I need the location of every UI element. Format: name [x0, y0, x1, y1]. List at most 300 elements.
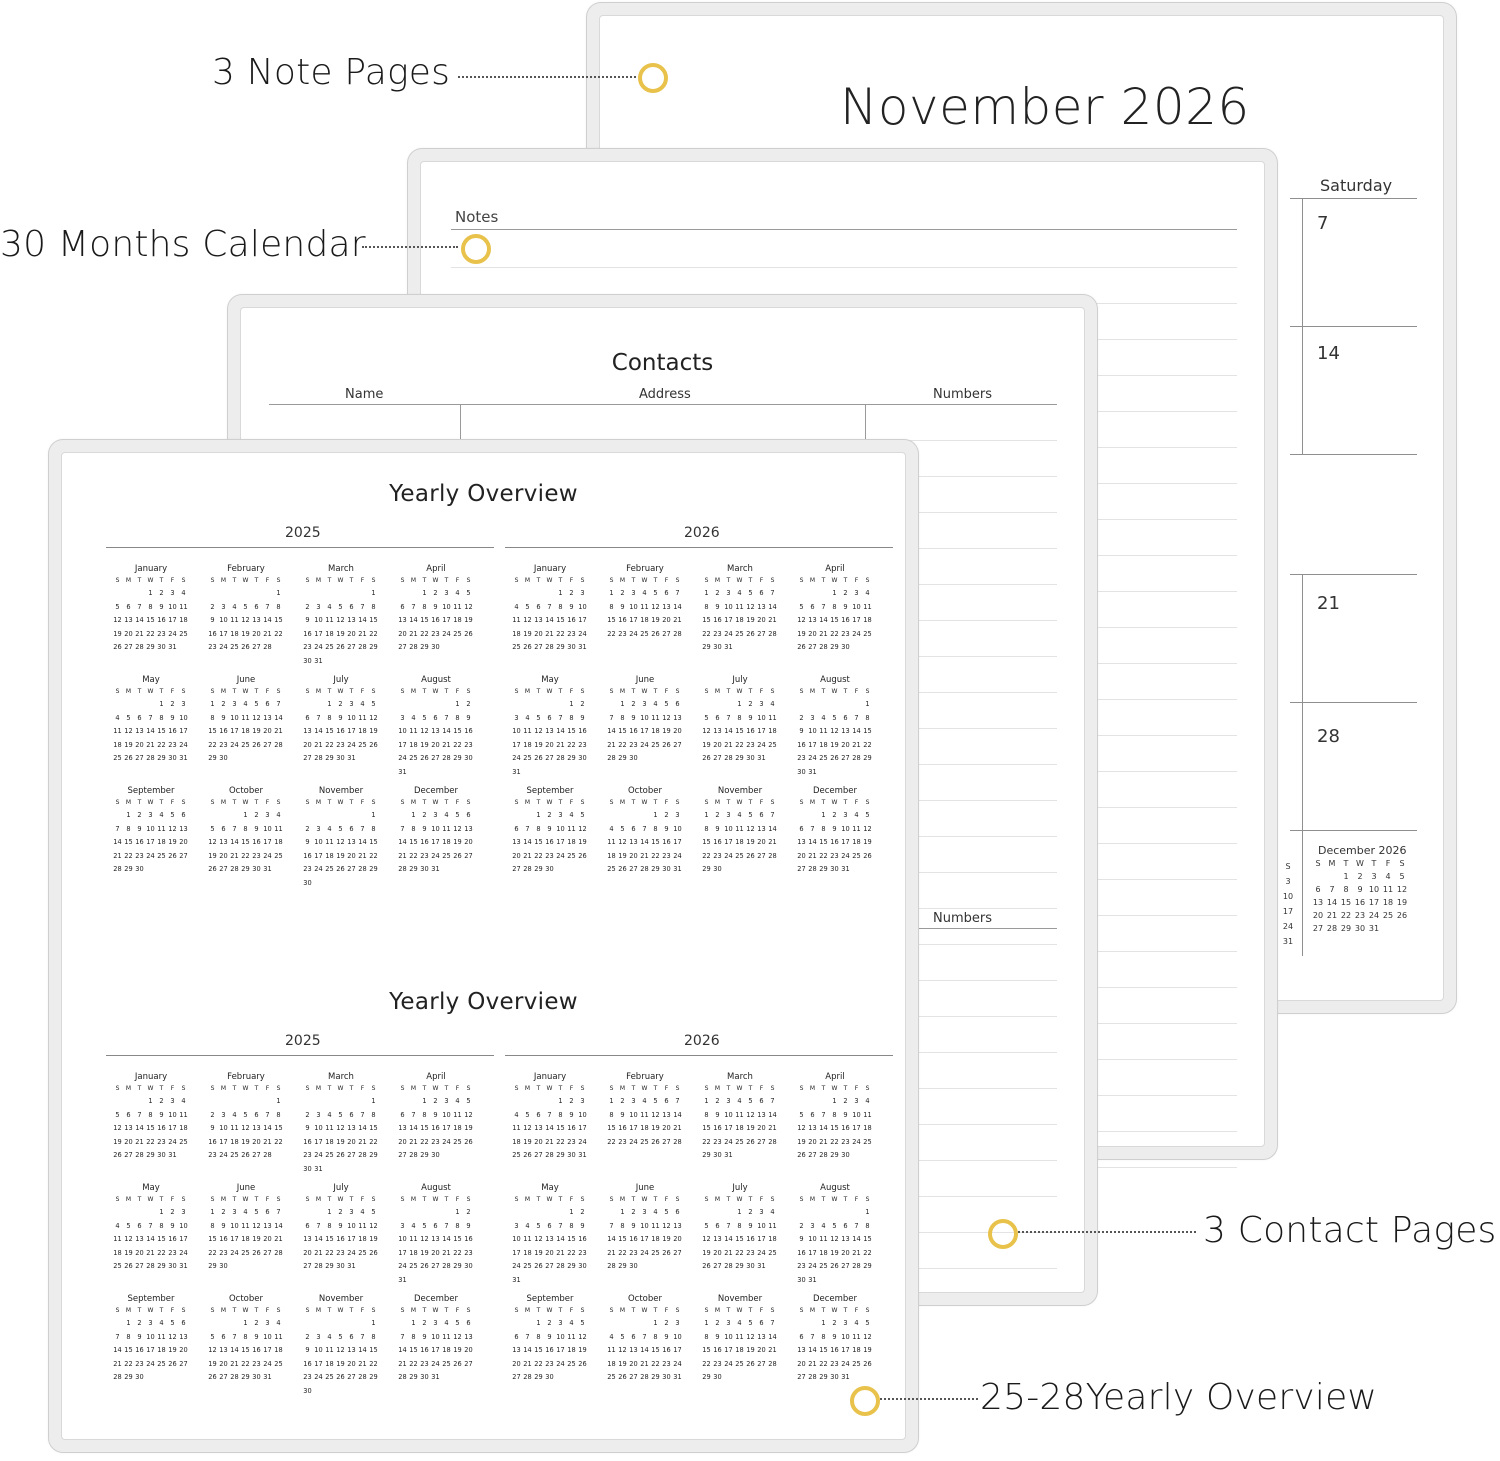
day-number: 31 [314, 1164, 323, 1173]
empty-day [851, 1206, 862, 1220]
day-number: 15 [702, 838, 711, 846]
month-name: February [626, 1072, 664, 1082]
weekday-header: F [854, 799, 859, 806]
weekday-header: M [315, 688, 322, 695]
month-day-grid [606, 686, 690, 766]
day-number: 27 [219, 1373, 228, 1381]
weekday-header: W [147, 1085, 154, 1092]
weekday-header: M [524, 688, 531, 695]
weekday-header: F [265, 799, 270, 806]
day-number: 22 [830, 1137, 839, 1146]
month-name: May [142, 1183, 160, 1193]
weekday-header: S [181, 1085, 186, 1092]
day-number: 21 [607, 740, 616, 749]
day-number: 31 [347, 754, 356, 762]
day-number: 12 [113, 1124, 122, 1132]
empty-day [511, 1317, 522, 1331]
day-number: 26 [578, 1359, 587, 1368]
day-number: 5 [210, 824, 215, 833]
day-number: 23 [135, 851, 144, 860]
weekday-header: W [432, 799, 439, 806]
empty-day [544, 587, 555, 601]
day-number: 25 [651, 1248, 660, 1257]
day-number: 22 [124, 1359, 133, 1368]
day-number: 24 [841, 1359, 850, 1368]
weekday-header: S [371, 1085, 376, 1092]
day-number: 17 [314, 851, 323, 860]
weekday-header: F [664, 577, 669, 584]
weekday-header: T [422, 577, 427, 584]
day-number: 25 [453, 629, 462, 638]
weekday-header: W [546, 577, 553, 584]
weekday-header: S [865, 1196, 870, 1203]
day-number: 2 [580, 1208, 585, 1216]
weekday-header: W [242, 1307, 249, 1314]
day-number: 14 [556, 727, 565, 735]
month-day-grid [207, 1194, 291, 1274]
day-number: 28 [263, 643, 272, 651]
day-number: 29 [157, 1262, 166, 1270]
day-number: 29 [409, 1373, 418, 1381]
day-number: 26 [863, 851, 872, 860]
day-number: 1 [327, 1208, 332, 1216]
day-number: 30 [168, 1262, 177, 1270]
month-day-grid [302, 575, 386, 668]
day-number: 29 [325, 754, 334, 762]
month-calendar [505, 674, 595, 779]
day-number: 5 [620, 824, 625, 833]
month-name: November [318, 1294, 364, 1304]
day-number: 7 [137, 1110, 142, 1119]
day-number: 9 [210, 1124, 215, 1132]
day-number: 15 [863, 727, 872, 735]
day-number: 10 [442, 1110, 451, 1119]
day-number: 6 [810, 1110, 815, 1119]
day-number: 28 [545, 643, 554, 651]
day-number: 5 [466, 589, 471, 597]
day-number: 21 [819, 1137, 828, 1146]
day-number: 4 [327, 1332, 332, 1341]
empty-day [829, 698, 840, 712]
day-number: 9 [620, 1110, 625, 1119]
weekday-header: T [232, 1307, 237, 1314]
day-number: 26 [168, 1359, 177, 1368]
day-number: 23 [168, 740, 177, 749]
day-number: 29 [863, 1262, 872, 1270]
day-number: 12 [523, 616, 532, 624]
empty-day [533, 1206, 544, 1220]
numbers-column-header-2: Numbers [933, 911, 992, 926]
weekday-header: T [349, 1196, 354, 1203]
day-number: 15 [146, 1124, 155, 1132]
day-number: 10 [431, 824, 440, 833]
day-number: 27 [135, 1262, 144, 1270]
day-number: 2 [799, 1221, 804, 1230]
day-number: 2 [305, 824, 310, 833]
empty-day [313, 1095, 324, 1109]
month-calendar [296, 1071, 386, 1176]
month-name: May [541, 675, 559, 685]
day-number: 20 [808, 629, 817, 638]
weekday-header: F [569, 1085, 574, 1092]
day-number: 22 [607, 629, 616, 638]
weekday-header: F [360, 1307, 365, 1314]
day-number: 22 [274, 1137, 283, 1146]
month-calendar [391, 1071, 481, 1163]
weekday-header: S [675, 1196, 680, 1203]
day-number: 20 [219, 851, 228, 860]
day-number: 3 [316, 1332, 321, 1341]
day-number: 5 [832, 1221, 837, 1230]
day-number: 3 [726, 1319, 731, 1327]
day-number: 14 [640, 838, 649, 846]
day-number: 21 [640, 1359, 649, 1368]
weekday-header: M [809, 688, 816, 695]
month-calendar [296, 674, 386, 766]
mini-day: 25 [1382, 911, 1394, 920]
day-number: 2 [305, 1110, 310, 1119]
day-number: 28 [768, 851, 777, 860]
day-number: 17 [230, 1235, 239, 1243]
day-number: 21 [230, 1359, 239, 1368]
day-number: 24 [431, 1359, 440, 1368]
day-number: 30 [662, 865, 671, 873]
day-number: 29 [567, 754, 576, 762]
day-number: 4 [653, 700, 658, 708]
weekday-header: F [664, 1307, 669, 1314]
day-number: 25 [768, 1248, 777, 1257]
day-number: 11 [358, 713, 367, 722]
weekday-header: M [410, 1085, 417, 1092]
weekday-header: S [305, 577, 310, 584]
weekday-header: W [337, 1085, 344, 1092]
weekday-header: T [748, 799, 753, 806]
month-day-grid [606, 1305, 690, 1385]
day-number: 26 [453, 851, 462, 860]
day-number: 30 [567, 643, 576, 651]
day-number: 14 [398, 1346, 407, 1354]
day-number: 10 [556, 824, 565, 833]
empty-day [796, 809, 807, 823]
month-name: April [825, 564, 845, 574]
day-number: 1 [126, 811, 131, 819]
day-number: 5 [254, 1208, 259, 1216]
day-number: 3 [181, 1208, 186, 1216]
day-number: 4 [455, 589, 460, 597]
empty-day [302, 809, 313, 823]
day-number: 19 [369, 727, 378, 735]
day-number: 28 [819, 1151, 828, 1159]
day-number: 7 [726, 1221, 731, 1230]
weekday-header: S [210, 1307, 215, 1314]
weekday-header: S [675, 1085, 680, 1092]
day-number: 5 [371, 700, 376, 708]
day-number: 8 [126, 1332, 131, 1341]
contact-pages-callout: 3 Contact Pages [1203, 1210, 1497, 1251]
day-number: 1 [569, 1208, 574, 1216]
weekday-header: M [619, 577, 626, 584]
day-number: 16 [662, 838, 671, 846]
note-pages-leader [458, 76, 636, 78]
day-number: 19 [702, 1248, 711, 1257]
day-number: 20 [841, 1248, 850, 1257]
weekday-header: T [444, 1085, 449, 1092]
day-number: 21 [442, 740, 451, 749]
day-number: 2 [715, 1319, 720, 1327]
weekday-header: T [631, 688, 636, 695]
day-number: 2 [466, 1208, 471, 1216]
day-number: 15 [208, 727, 217, 735]
day-number: 8 [159, 713, 164, 722]
day-number: 6 [810, 602, 815, 611]
day-number: 28 [274, 740, 283, 749]
month-name: May [142, 675, 160, 685]
month-calendar [296, 1182, 386, 1274]
day-number: 9 [221, 713, 226, 722]
month-calendar [790, 1182, 880, 1287]
day-number: 17 [179, 1235, 188, 1243]
day-number: 12 [369, 1221, 378, 1230]
empty-day [522, 698, 533, 712]
contacts-column-divider [865, 404, 866, 440]
weekday-header: T [748, 1307, 753, 1314]
day-number: 6 [466, 811, 471, 819]
weekday-header: S [865, 577, 870, 584]
month-day-grid [302, 797, 386, 890]
day-number: 2 [580, 700, 585, 708]
day-number: 13 [757, 1110, 766, 1119]
day-number: 13 [219, 1346, 228, 1354]
day-number: 9 [422, 1332, 427, 1341]
day-number: 8 [371, 1110, 376, 1119]
day-number: 10 [673, 1332, 682, 1341]
empty-day [408, 1095, 419, 1109]
day-number: 30 [431, 1151, 440, 1159]
weekday-header: M [220, 1307, 227, 1314]
day-number: 3 [580, 589, 585, 597]
day-number: 11 [230, 1124, 239, 1132]
day-number: 22 [702, 851, 711, 860]
month-name: January [134, 564, 168, 574]
empty-day [840, 698, 851, 712]
day-number: 20 [252, 1137, 261, 1146]
month-day-grid [397, 686, 481, 779]
weekday-header: F [455, 1307, 460, 1314]
day-number: 30 [841, 1151, 850, 1159]
day-number: 24 [724, 629, 733, 638]
day-number: 30 [219, 1262, 228, 1270]
weekday-header: T [349, 799, 354, 806]
day-number: 23 [841, 629, 850, 638]
empty-day [639, 809, 650, 823]
day-number: 15 [556, 616, 565, 624]
day-number: 22 [369, 1359, 378, 1368]
day-number: 27 [841, 1262, 850, 1270]
day-number: 30 [830, 1373, 839, 1381]
day-number: 6 [137, 713, 142, 722]
day-number: 7 [547, 602, 552, 611]
weekday-header: T [748, 688, 753, 695]
day-number: 3 [316, 1110, 321, 1119]
weekday-header: S [580, 688, 585, 695]
empty-day [419, 698, 430, 712]
weekday-header: T [748, 1196, 753, 1203]
day-number: 25 [325, 865, 334, 873]
day-number: 11 [607, 1346, 616, 1354]
day-number: 18 [325, 851, 334, 860]
day-number: 19 [336, 851, 345, 860]
day-number: 26 [702, 1262, 711, 1270]
weekday-header: S [675, 688, 680, 695]
day-number: 31 [179, 754, 188, 762]
day-number: 16 [431, 616, 440, 624]
day-number: 14 [673, 1110, 682, 1119]
month-calendar [505, 785, 595, 877]
day-number: 24 [757, 1248, 766, 1257]
day-number: 24 [314, 643, 323, 651]
day-number: 13 [797, 838, 806, 846]
day-number: 26 [702, 754, 711, 762]
day-number: 11 [179, 1110, 188, 1119]
day-number: 3 [433, 1319, 438, 1327]
empty-day [324, 809, 335, 823]
day-number: 27 [347, 1373, 356, 1381]
day-number: 18 [640, 1124, 649, 1132]
day-number: 17 [757, 727, 766, 735]
empty-day [112, 587, 123, 601]
day-number: 31 [757, 1262, 766, 1270]
day-number: 28 [768, 1137, 777, 1146]
month-calendar [201, 563, 291, 655]
day-number: 30 [545, 1373, 554, 1381]
day-number: 7 [525, 824, 530, 833]
day-number: 23 [303, 1373, 312, 1381]
day-number: 27 [252, 1151, 261, 1159]
weekday-header: M [619, 1307, 626, 1314]
day-number: 25 [735, 629, 744, 638]
day-number: 8 [371, 602, 376, 611]
month-calendar [391, 563, 481, 655]
day-number: 10 [314, 1124, 323, 1132]
month-day-grid [606, 1194, 690, 1274]
day-number: 12 [618, 1346, 627, 1354]
day-number: 27 [135, 754, 144, 762]
weekday-header: F [265, 688, 270, 695]
day-number: 5 [126, 713, 131, 722]
day-number: 8 [609, 602, 614, 611]
day-number: 29 [369, 1373, 378, 1381]
day-number: 13 [713, 1235, 722, 1243]
yearly-overview-section-top [62, 453, 905, 953]
empty-day [408, 698, 419, 712]
day-number: 26 [618, 1373, 627, 1381]
month-day-grid [606, 575, 690, 641]
day-number: 4 [642, 1097, 647, 1105]
day-number: 15 [556, 1124, 565, 1132]
weekday-header: M [619, 1196, 626, 1203]
day-number: 26 [208, 865, 217, 873]
day-number: 20 [179, 1346, 188, 1354]
day-number: 12 [534, 727, 543, 735]
day-number: 23 [713, 851, 722, 860]
day-number: 12 [420, 1235, 429, 1243]
weekday-header: S [466, 799, 471, 806]
day-number: 17 [263, 1346, 272, 1354]
weekday-header: T [821, 1085, 826, 1092]
day-number: 21 [768, 1124, 777, 1132]
day-number: 15 [274, 1124, 283, 1132]
day-number: 2 [832, 811, 837, 819]
day-number: 10 [263, 1332, 272, 1341]
day-number: 16 [135, 838, 144, 846]
day-number: 4 [854, 811, 859, 819]
empty-day [796, 1095, 807, 1109]
empty-day [313, 809, 324, 823]
day-number: 3 [148, 811, 153, 819]
weekday-header: T [422, 799, 427, 806]
month-day-grid [397, 1194, 481, 1287]
day-number: 23 [618, 629, 627, 638]
day-number: 14 [556, 1235, 565, 1243]
day-number: 10 [442, 602, 451, 611]
weekday-header: S [276, 688, 281, 695]
day-number: 14 [673, 602, 682, 611]
empty-day [313, 1317, 324, 1331]
day-number: 19 [830, 740, 839, 749]
weekday-header: S [181, 688, 186, 695]
weekday-header: S [609, 1196, 614, 1203]
day-number: 11 [651, 713, 660, 722]
day-number: 8 [832, 602, 837, 611]
day-number: 18 [274, 1346, 283, 1354]
day-number: 16 [157, 1124, 166, 1132]
month-day-grid [701, 686, 785, 766]
day-number: 6 [664, 1097, 669, 1105]
day-number: 17 [219, 1137, 228, 1146]
month-name: March [328, 564, 354, 574]
empty-day [218, 587, 229, 601]
day-number: 23 [219, 1248, 228, 1257]
weekday-header: T [726, 1307, 731, 1314]
day-number: 18 [230, 1137, 239, 1146]
day-number: 27 [534, 1151, 543, 1159]
weekday-header: S [210, 1196, 215, 1203]
month-day-grid [701, 797, 785, 877]
month-calendar [505, 1182, 595, 1287]
day-number: 6 [126, 602, 131, 611]
weekday-header: W [546, 1196, 553, 1203]
weekday-header: T [349, 1307, 354, 1314]
empty-day [346, 587, 357, 601]
day-number: 7 [276, 1208, 281, 1216]
day-number: 18 [358, 1235, 367, 1243]
day-number: 16 [567, 616, 576, 624]
day-number: 1 [243, 811, 248, 819]
day-number: 17 [640, 727, 649, 735]
day-number: 2 [631, 1208, 636, 1216]
day-number: 25 [230, 643, 239, 651]
empty-day [324, 1095, 335, 1109]
day-number: 20 [263, 727, 272, 735]
day-number: 13 [303, 1235, 312, 1243]
day-number: 4 [609, 824, 614, 833]
day-number: 20 [179, 838, 188, 846]
weekday-header: W [831, 1085, 838, 1092]
weekday-header: F [664, 688, 669, 695]
day-number: 8 [536, 824, 541, 833]
day-number: 3 [181, 700, 186, 708]
weekday-header: M [809, 1085, 816, 1092]
